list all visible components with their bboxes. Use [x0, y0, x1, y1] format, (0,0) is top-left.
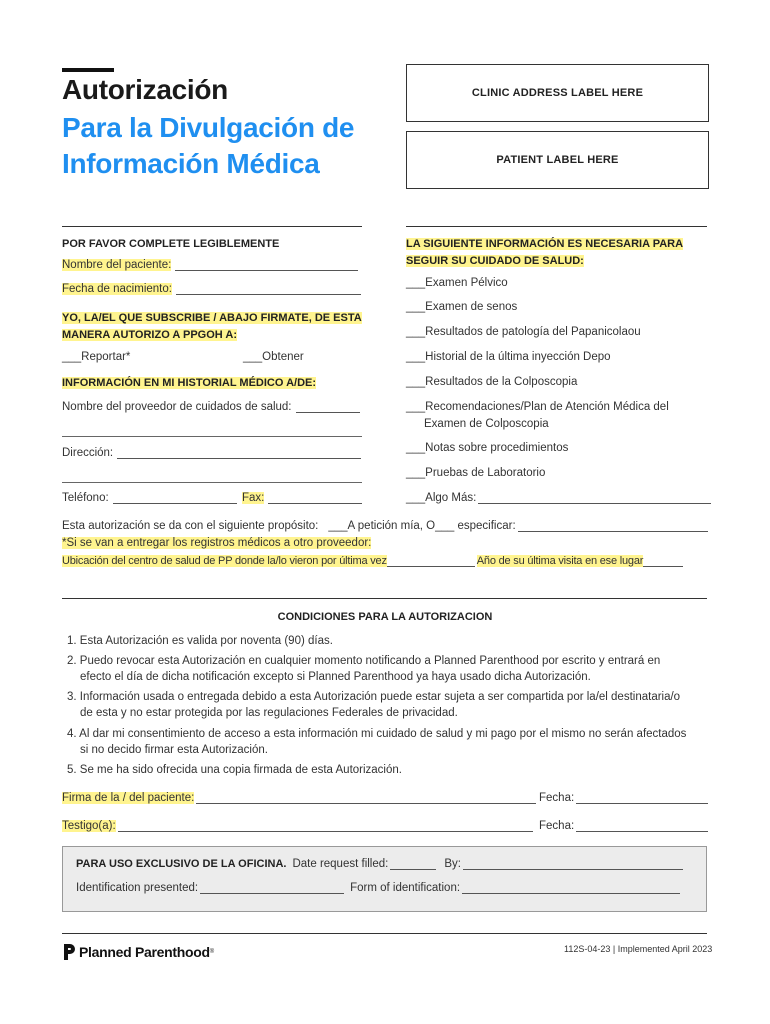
other-option[interactable] [406, 492, 711, 504]
info-heading: INFORMACIÓN EN MI HISTORIAL MÉDICO A/DE: [62, 377, 317, 389]
location-line [387, 566, 475, 567]
provider-name-line [296, 412, 360, 413]
condition-1: 1. Esta Autorización es valida por noventa (90) días. [67, 635, 333, 647]
last-visit-label: Año de su última visita en ese lugar [476, 555, 644, 567]
form-id-label: Form of identification: [350, 882, 461, 894]
purpose-specify-line [518, 531, 708, 532]
form-code: 112S-04-23 | Implemented April 2023 [564, 944, 713, 954]
patient-date-field[interactable] [539, 792, 708, 804]
address-line-2[interactable] [62, 482, 362, 483]
footer-divider [62, 933, 707, 934]
condition-5: 5. Se me ha sido ofrecida una copia firmada de esta Autorización. [67, 764, 402, 776]
provider-name-line-2[interactable] [62, 436, 362, 437]
provider-name-label: Nombre del proveedor de cuidados de salud: [62, 401, 292, 413]
condition-2: 2. Puedo revocar esta Autorización en cualquier momento notificando a Planned Parenthood por escrito y entrará en [67, 655, 661, 667]
condition-4-continued: si no decido firmar esta Autorización. [80, 744, 268, 756]
planned-parenthood-logo: Planned Parenthood ® [62, 942, 214, 962]
brand-name: Planned Parenthood [79, 944, 210, 960]
patient-name-label: Nombre del paciente: [62, 259, 172, 271]
title-line-2: Para la Divulgación de Información Médica [62, 112, 355, 179]
procedure-notes-option[interactable]: ___Notas sobre procedimientos [406, 442, 569, 454]
office-row-2[interactable] [76, 882, 680, 894]
left-divider [62, 226, 362, 227]
id-presented-line [200, 893, 344, 894]
office-row-1[interactable] [76, 858, 683, 870]
purpose-option: ___A petición mía, O___ especificar: [328, 520, 516, 532]
office-heading: PARA USO EXCLUSIVO DE LA OFICINA. [76, 858, 287, 870]
depo-history-option[interactable]: ___Historial de la última inyección Depo [406, 351, 611, 363]
report-option[interactable]: ___Reportar* [62, 351, 131, 363]
location-field[interactable] [62, 555, 683, 567]
pelvic-exam-option[interactable]: ___Examen Pélvico [406, 277, 508, 289]
patient-label-box: PATIENT LABEL HERE [406, 131, 709, 189]
phone-line [113, 503, 237, 504]
address-line [117, 458, 361, 459]
birth-date-line [176, 294, 361, 295]
other-line [478, 503, 711, 504]
title-line-1: Autorización [62, 74, 228, 105]
condition-4: 4. Al dar mi consentimiento de acceso a esta información mi cuidado de salud y mi pago por el mismo no serán afectados [67, 728, 687, 740]
patient-date-label: Fecha: [539, 792, 575, 804]
address-field[interactable] [62, 447, 361, 459]
colposcopy-plan-option[interactable]: ___Recomendaciones/Plan de Atención Médica del [406, 401, 669, 413]
last-visit-line [643, 566, 683, 567]
witness-date-field[interactable] [539, 820, 708, 832]
condition-3: 3. Información usada o entregada debido a esta Autorización puede estar sujeta a ser compartida por la/el destinataria/o [67, 691, 681, 703]
location-label: Ubicación del centro de salud de PP donde la/lo vieron por última vez [62, 555, 387, 567]
title-accent-bar [62, 68, 114, 72]
colposcopy-plan-continued: Examen de Colposcopia [424, 418, 549, 430]
authorize-heading: YO, LA/EL QUE SUBSCRIBE / ABAJO FIRMATE, DE ESTA MANERA AUTORIZO A PPGOH A: [62, 312, 362, 341]
patient-date-line [576, 803, 708, 804]
office-use-box [62, 846, 707, 912]
right-divider [406, 226, 707, 227]
witness-signature-field[interactable] [62, 820, 533, 832]
patient-signature-line [196, 803, 536, 804]
right-heading: LA SIGUIENTE INFORMACIÓN ES NECESARIA PARA SEGUIR SU CUIDADO DE SALUD: [406, 238, 684, 267]
phone-label: Teléfono: [62, 492, 109, 504]
breast-exam-option[interactable]: ___Examen de senos [406, 301, 518, 313]
witness-label: Testigo(a): [62, 820, 116, 832]
birth-date-label: Fecha de nacimiento: [62, 283, 172, 295]
obtain-option[interactable]: ___Obtener [243, 351, 304, 363]
witness-date-line [576, 831, 708, 832]
fax-field[interactable] [242, 492, 362, 504]
form-id-line [462, 893, 680, 894]
id-presented-label: Identification presented: [76, 882, 199, 894]
by-line [463, 869, 683, 870]
patient-signature-field[interactable] [62, 792, 536, 804]
other-label: ___Algo Más: [406, 492, 477, 504]
conditions-divider [62, 598, 707, 599]
birth-date-field[interactable] [62, 283, 361, 295]
by-label: By: [444, 858, 461, 870]
condition-2-continued: efecto el día de dicha notificación excepto si Planned Parenthood ya haya usado dicha Autorización. [80, 671, 591, 683]
fax-line [268, 503, 362, 504]
patient-signature-label: Firma de la / del paciente: [62, 792, 195, 804]
clinic-address-box: CLINIC ADDRESS LABEL HERE [406, 64, 709, 122]
fax-label: Fax: [242, 492, 265, 504]
purpose-label: Esta autorización se da con el siguiente propósito: [62, 520, 319, 532]
witness-signature-line [118, 831, 533, 832]
colposcopy-results-option[interactable]: ___Resultados de la Colposcopia [406, 376, 578, 388]
purpose-line[interactable] [62, 520, 708, 532]
left-heading: POR FAVOR COMPLETE LEGIBLEMENTE [62, 238, 280, 250]
pp-logo-icon [62, 942, 76, 962]
pap-results-option[interactable]: ___Resultados de patología del Papanicolaou [406, 326, 641, 338]
condition-3-continued: de esta y no estar protegida por las regulaciones Federales de privacidad. [80, 707, 458, 719]
other-provider-note: *Si se van a entregar los registros médicos a otro proveedor: [62, 537, 372, 549]
patient-name-line [175, 270, 358, 271]
lab-tests-option[interactable]: ___Pruebas de Laboratorio [406, 467, 546, 479]
address-label: Dirección: [62, 447, 114, 459]
provider-name-field[interactable] [62, 401, 360, 413]
date-filled-line [390, 869, 436, 870]
patient-name-field[interactable] [62, 259, 358, 271]
witness-date-label: Fecha: [539, 820, 575, 832]
date-filled-label: Date request filled: [292, 858, 389, 870]
phone-field[interactable] [62, 492, 237, 504]
conditions-heading: CONDICIONES PARA LA AUTORIZACION [277, 611, 493, 623]
